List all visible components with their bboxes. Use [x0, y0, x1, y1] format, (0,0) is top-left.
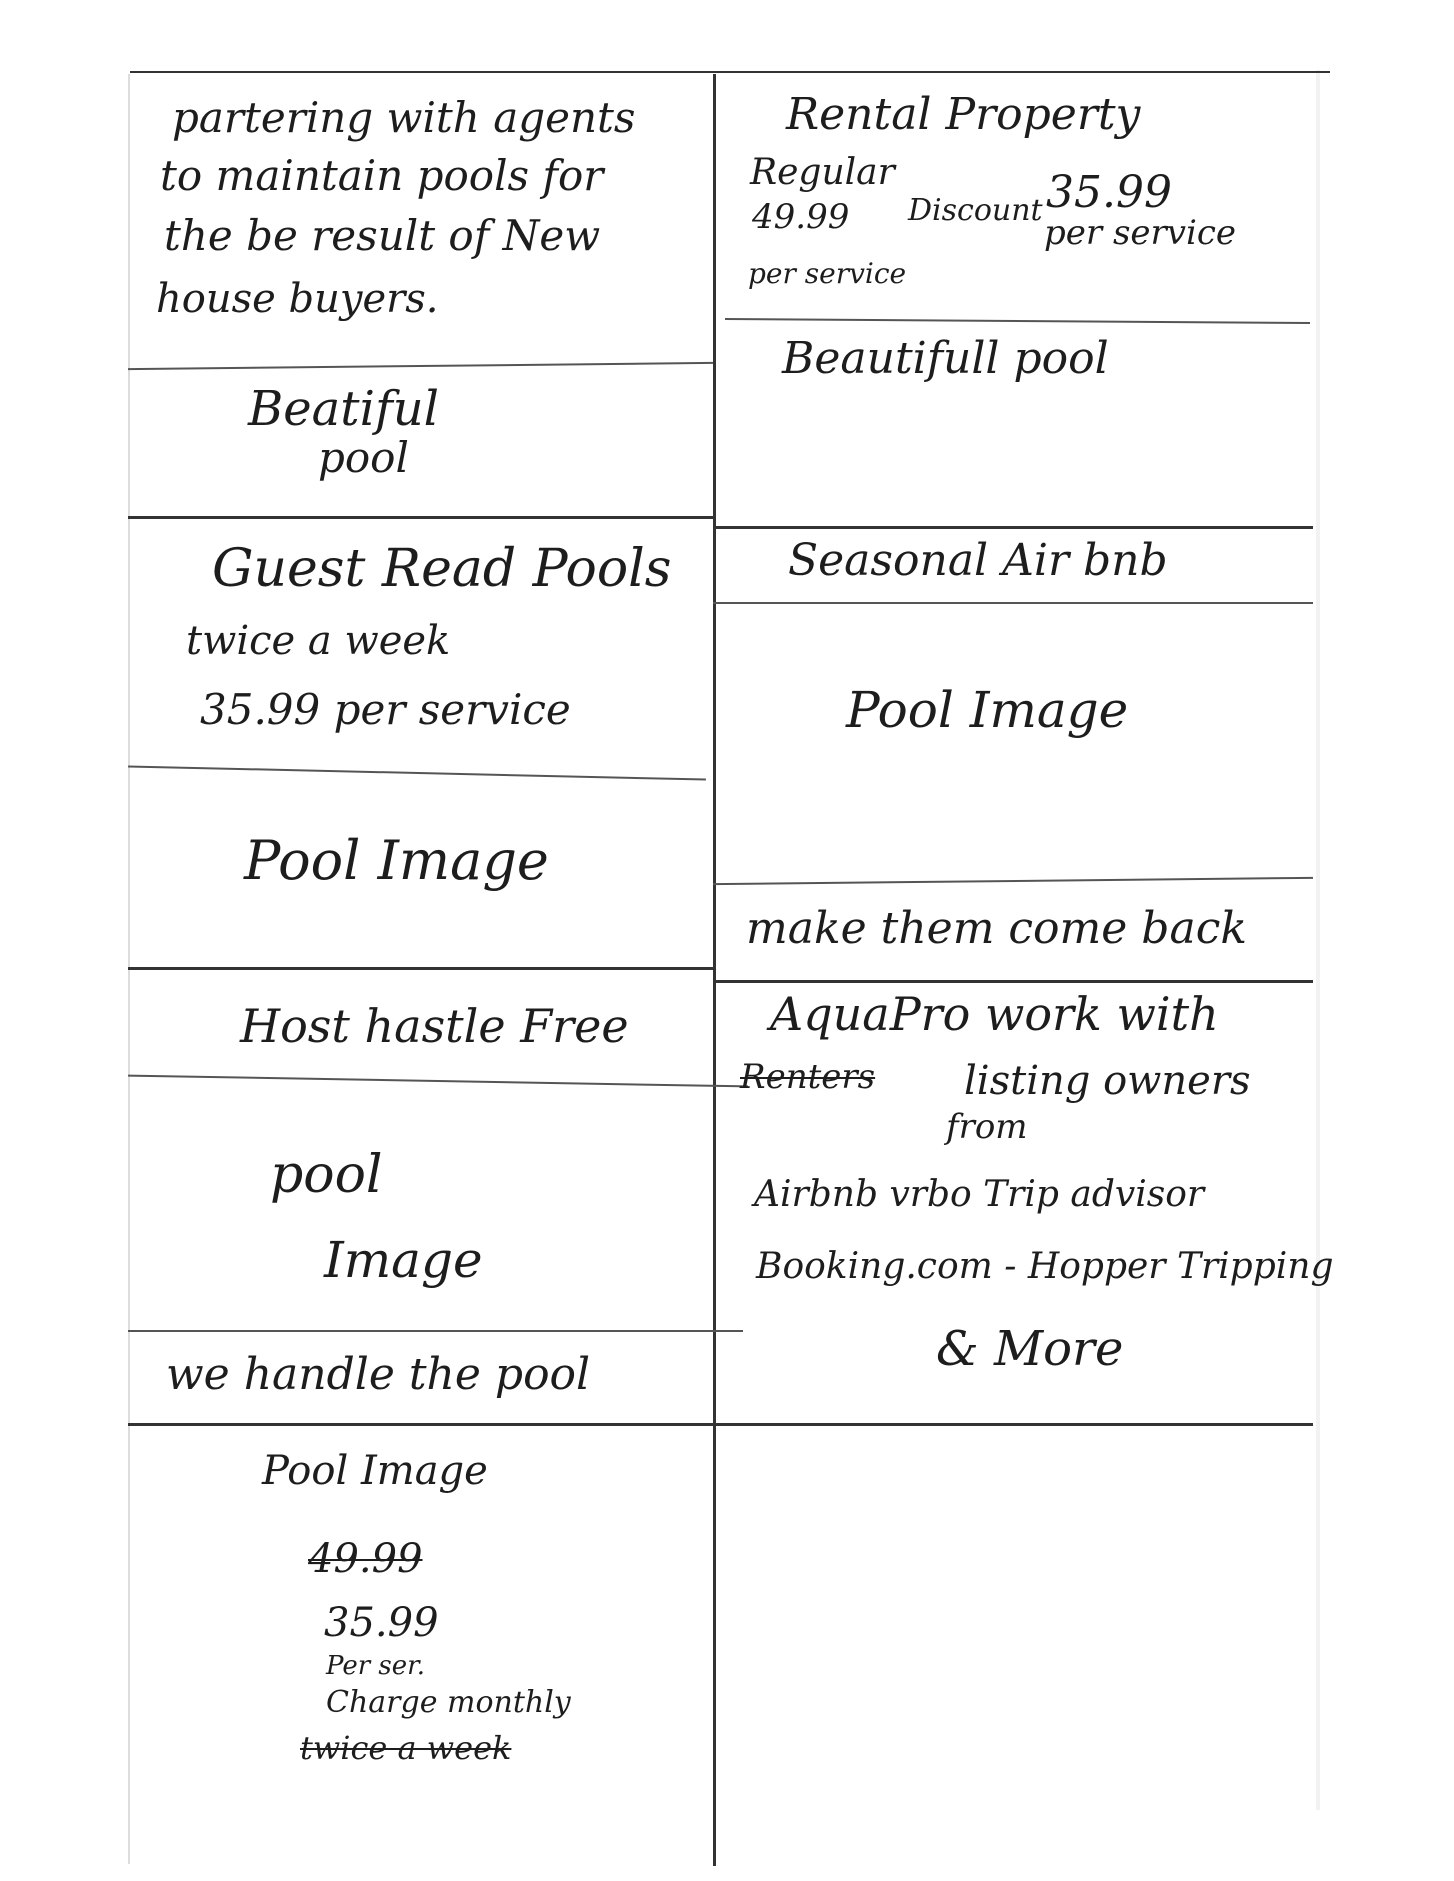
panel1-caption-line-3: the be result of New [164, 211, 601, 260]
panel5-divider-top [128, 1075, 748, 1088]
panel5-tagline: we handle the pool [166, 1349, 591, 1400]
panel3-image-label: Pool Image [244, 829, 549, 892]
panel6-struck-word: Renters [740, 1057, 876, 1097]
panel6-line-1: AquaPro work with [770, 987, 1219, 1041]
panel3-divider [128, 765, 706, 780]
panel1-caption-line-4: house buyers. [156, 276, 439, 322]
panel6-line-2: listing owners [964, 1058, 1251, 1104]
panel4-image-label: Pool Image [846, 681, 1129, 739]
row2-bottom-right [713, 980, 1313, 983]
panel7-unit: Per ser. [326, 1651, 425, 1681]
panel3-frequency: twice a week [186, 618, 451, 664]
panel7-new-price: 35.99 [324, 1600, 439, 1646]
panel6-line-3: from [946, 1107, 1028, 1147]
panel7-image-label: Pool Image [262, 1448, 488, 1494]
panel2-regular-price: 49.99 [752, 197, 850, 237]
panel2-discount-label: Discount [908, 193, 1043, 228]
row1-bottom-left [128, 516, 713, 519]
row1-bottom-right [713, 526, 1313, 529]
panel1-image-label-1: Beatiful [248, 381, 439, 437]
panel7-struck-frequency: twice a week [300, 1729, 512, 1767]
row2-bottom-left [128, 967, 713, 970]
panel5-image-label-1: pool [270, 1145, 383, 1205]
panel2-discount-price: 35.99 [1046, 167, 1172, 218]
panel4-tagline: make them come back [746, 903, 1247, 954]
panel6-line-5: Booking.com - Hopper Tripping [756, 1246, 1334, 1287]
scan-border-right [1316, 70, 1320, 1810]
panel1-caption-line-2: to maintain pools for [160, 151, 604, 200]
panel3-title: Guest Read Pools [212, 539, 672, 599]
panel2-regular-label: Regular [750, 152, 895, 193]
panel5-image-label-2: Image [324, 1231, 483, 1289]
panel4-divider-top [713, 602, 1313, 604]
panel1-divider [128, 362, 713, 370]
panel7-billing: Charge monthly [326, 1685, 571, 1720]
panel1-caption-line-1: partering with agents [172, 93, 636, 142]
panel6-line-6: & More [936, 1321, 1124, 1377]
panel4-title: Seasonal Air bnb [788, 535, 1168, 586]
panel6-line-4: Airbnb vrbo Trip advisor [754, 1174, 1205, 1215]
page-top-rule [130, 71, 1330, 73]
panel4-divider-bottom [713, 877, 1313, 885]
panel7-old-price: 49.99 [308, 1536, 423, 1582]
panel2-regular-unit: per service [748, 257, 907, 290]
panel5-divider-bottom [128, 1330, 743, 1332]
panel2-image-label: Beautifull pool [782, 333, 1109, 384]
panel2-title: Rental Property [786, 89, 1141, 140]
panel2-divider [725, 318, 1310, 324]
panel3-price: 35.99 per service [200, 685, 571, 734]
panel5-title: Host hastle Free [240, 999, 629, 1053]
panel1-image-label-2: pool [318, 433, 409, 482]
panel-8-empty [716, 1426, 1313, 1866]
panel2-discount-unit: per service [1044, 213, 1237, 253]
